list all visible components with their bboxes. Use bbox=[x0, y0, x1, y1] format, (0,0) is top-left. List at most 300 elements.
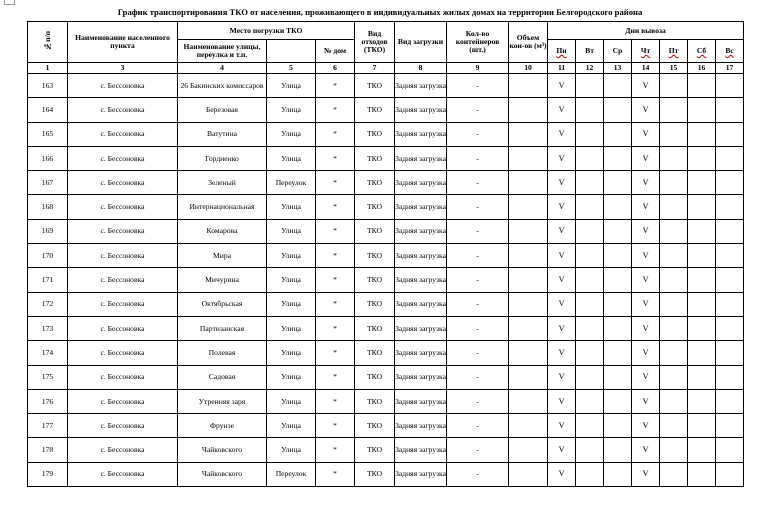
row-volume bbox=[509, 171, 548, 195]
row-day-mark bbox=[576, 341, 604, 365]
table-row bbox=[28, 268, 744, 292]
row-day-mark: V bbox=[632, 146, 660, 170]
row-day-mark bbox=[660, 171, 688, 195]
row-settlement: с. Бессоновка bbox=[68, 122, 178, 146]
row-house: * bbox=[316, 146, 355, 170]
row-day-mark bbox=[604, 341, 632, 365]
row-waste-type: ТКО bbox=[355, 146, 395, 170]
row-street: Березовая bbox=[178, 98, 267, 122]
row-day-mark bbox=[716, 341, 744, 365]
row-volume bbox=[509, 74, 548, 98]
row-house: * bbox=[316, 341, 355, 365]
column-number: 16 bbox=[688, 63, 716, 74]
page-corner-mark bbox=[4, 0, 15, 5]
row-container-count: - bbox=[447, 316, 509, 340]
row-day-mark: V bbox=[632, 365, 660, 389]
row-day-mark: V bbox=[548, 171, 576, 195]
row-street-kind: Улица bbox=[267, 146, 316, 170]
row-waste-type: ТКО bbox=[355, 171, 395, 195]
row-day-mark: V bbox=[632, 219, 660, 243]
row-day-mark: V bbox=[548, 195, 576, 219]
row-house: * bbox=[316, 414, 355, 438]
row-day-mark: V bbox=[548, 219, 576, 243]
row-house: * bbox=[316, 74, 355, 98]
row-day-mark bbox=[688, 414, 716, 438]
row-day-mark bbox=[604, 74, 632, 98]
row-number: 174 bbox=[28, 341, 68, 365]
row-container-count: - bbox=[447, 389, 509, 413]
row-load-type: Задняя загрузка bbox=[395, 292, 447, 316]
row-day-mark bbox=[688, 195, 716, 219]
row-day-mark bbox=[688, 98, 716, 122]
row-house: * bbox=[316, 195, 355, 219]
header-day: Чт bbox=[632, 40, 660, 63]
row-container-count: - bbox=[447, 146, 509, 170]
row-day-mark: V bbox=[548, 438, 576, 462]
row-waste-type: ТКО bbox=[355, 414, 395, 438]
row-number: 166 bbox=[28, 146, 68, 170]
row-day-mark bbox=[660, 195, 688, 219]
row-number: 172 bbox=[28, 292, 68, 316]
row-day-mark bbox=[716, 146, 744, 170]
row-day-mark bbox=[576, 292, 604, 316]
row-waste-type: ТКО bbox=[355, 365, 395, 389]
table-row bbox=[28, 122, 744, 146]
row-load-type: Задняя загрузка bbox=[395, 389, 447, 413]
row-street: Мичурина bbox=[178, 268, 267, 292]
row-container-count: - bbox=[447, 414, 509, 438]
row-day-mark bbox=[688, 219, 716, 243]
row-house: * bbox=[316, 389, 355, 413]
row-load-type: Задняя загрузка bbox=[395, 462, 447, 486]
row-day-mark bbox=[688, 268, 716, 292]
row-waste-type: ТКО bbox=[355, 74, 395, 98]
column-number: 9 bbox=[447, 63, 509, 74]
row-street-kind: Переулок bbox=[267, 171, 316, 195]
row-street: Чайковского bbox=[178, 438, 267, 462]
row-waste-type: ТКО bbox=[355, 438, 395, 462]
header-containers: Кол-во контейнеров (шт.) bbox=[447, 22, 509, 63]
row-day-mark bbox=[604, 244, 632, 268]
row-volume bbox=[509, 389, 548, 413]
row-street-kind: Улица bbox=[267, 365, 316, 389]
row-waste-type: ТКО bbox=[355, 462, 395, 486]
row-day-mark bbox=[604, 146, 632, 170]
row-number: 168 bbox=[28, 195, 68, 219]
row-day-mark bbox=[716, 244, 744, 268]
row-volume bbox=[509, 462, 548, 486]
row-street-kind: Улица bbox=[267, 292, 316, 316]
row-number: 164 bbox=[28, 98, 68, 122]
row-street: Мира bbox=[178, 244, 267, 268]
table-body bbox=[28, 74, 744, 487]
row-house: * bbox=[316, 122, 355, 146]
row-day-mark bbox=[716, 462, 744, 486]
row-day-mark bbox=[604, 414, 632, 438]
row-day-mark bbox=[660, 462, 688, 486]
row-settlement: с. Бессоновка bbox=[68, 414, 178, 438]
row-load-type: Задняя загрузка bbox=[395, 268, 447, 292]
row-street-kind: Улица bbox=[267, 389, 316, 413]
row-house: * bbox=[316, 268, 355, 292]
header-waste-type: Вид отходов (ТКО) bbox=[355, 22, 395, 63]
row-day-mark bbox=[576, 462, 604, 486]
row-day-mark: V bbox=[632, 389, 660, 413]
row-street-kind: Улица bbox=[267, 195, 316, 219]
row-day-mark: V bbox=[632, 268, 660, 292]
column-number: 13 bbox=[604, 63, 632, 74]
row-settlement: с. Бессоновка bbox=[68, 462, 178, 486]
row-day-mark bbox=[716, 438, 744, 462]
row-load-type: Задняя загрузка bbox=[395, 195, 447, 219]
row-waste-type: ТКО bbox=[355, 219, 395, 243]
row-number: 167 bbox=[28, 171, 68, 195]
row-day-mark bbox=[660, 244, 688, 268]
row-day-mark: V bbox=[548, 98, 576, 122]
row-street: Зеленый bbox=[178, 171, 267, 195]
header-location-group: Место погрузки ТКО bbox=[178, 22, 355, 40]
header-day: Сб bbox=[688, 40, 716, 63]
column-number: 17 bbox=[716, 63, 744, 74]
row-house: * bbox=[316, 98, 355, 122]
row-day-mark bbox=[660, 146, 688, 170]
row-day-mark bbox=[688, 462, 716, 486]
header-row-1 bbox=[28, 22, 744, 40]
row-waste-type: ТКО bbox=[355, 316, 395, 340]
row-day-mark: V bbox=[632, 171, 660, 195]
column-number: 15 bbox=[660, 63, 688, 74]
header-day: Ср bbox=[604, 40, 632, 63]
row-day-mark: V bbox=[632, 195, 660, 219]
row-house: * bbox=[316, 462, 355, 486]
row-day-mark bbox=[716, 122, 744, 146]
row-volume bbox=[509, 146, 548, 170]
row-load-type: Задняя загрузка bbox=[395, 219, 447, 243]
row-street: Гордиенко bbox=[178, 146, 267, 170]
row-load-type: Задняя загрузка bbox=[395, 146, 447, 170]
row-waste-type: ТКО bbox=[355, 389, 395, 413]
row-street: Партизанская bbox=[178, 316, 267, 340]
row-day-mark bbox=[576, 438, 604, 462]
row-number: 177 bbox=[28, 414, 68, 438]
row-day-mark bbox=[604, 438, 632, 462]
row-day-mark: V bbox=[632, 98, 660, 122]
row-day-mark bbox=[604, 268, 632, 292]
row-day-mark: V bbox=[548, 244, 576, 268]
column-number: 1 bbox=[28, 63, 68, 74]
row-day-mark bbox=[660, 438, 688, 462]
row-container-count: - bbox=[447, 219, 509, 243]
row-day-mark: V bbox=[548, 74, 576, 98]
row-day-mark: V bbox=[548, 389, 576, 413]
row-day-mark bbox=[604, 122, 632, 146]
row-container-count: - bbox=[447, 365, 509, 389]
header-street-name: Наименование улицы, переулка и т.п. bbox=[178, 40, 267, 63]
row-day-mark bbox=[660, 98, 688, 122]
row-day-mark bbox=[576, 414, 604, 438]
row-day-mark bbox=[716, 316, 744, 340]
row-day-mark: V bbox=[632, 341, 660, 365]
row-volume bbox=[509, 316, 548, 340]
row-number: 169 bbox=[28, 219, 68, 243]
row-street-kind: Улица bbox=[267, 74, 316, 98]
row-day-mark bbox=[604, 292, 632, 316]
row-day-mark bbox=[716, 292, 744, 316]
row-day-mark bbox=[604, 316, 632, 340]
row-street: Интернациональная bbox=[178, 195, 267, 219]
row-waste-type: ТКО bbox=[355, 98, 395, 122]
row-day-mark bbox=[576, 74, 604, 98]
column-number: 6 bbox=[316, 63, 355, 74]
row-day-mark bbox=[576, 195, 604, 219]
row-day-mark bbox=[576, 389, 604, 413]
row-house: * bbox=[316, 365, 355, 389]
row-street-kind: Улица bbox=[267, 414, 316, 438]
row-day-mark: V bbox=[632, 438, 660, 462]
row-day-mark bbox=[660, 389, 688, 413]
row-day-mark: V bbox=[632, 316, 660, 340]
row-volume bbox=[509, 268, 548, 292]
row-load-type: Задняя загрузка bbox=[395, 438, 447, 462]
row-street: Садовая bbox=[178, 365, 267, 389]
row-number: 173 bbox=[28, 316, 68, 340]
row-day-mark bbox=[660, 414, 688, 438]
row-number: 176 bbox=[28, 389, 68, 413]
row-volume bbox=[509, 365, 548, 389]
row-day-mark bbox=[660, 316, 688, 340]
row-day-mark bbox=[660, 268, 688, 292]
row-volume bbox=[509, 292, 548, 316]
row-waste-type: ТКО bbox=[355, 244, 395, 268]
row-container-count: - bbox=[447, 268, 509, 292]
row-day-mark bbox=[688, 74, 716, 98]
row-settlement: с. Бессоновка bbox=[68, 219, 178, 243]
row-day-mark bbox=[688, 292, 716, 316]
header-day: Вс bbox=[716, 40, 744, 63]
row-load-type: Задняя загрузка bbox=[395, 365, 447, 389]
table-row bbox=[28, 146, 744, 170]
row-container-count: - bbox=[447, 195, 509, 219]
row-settlement: с. Бессоновка bbox=[68, 268, 178, 292]
row-day-mark bbox=[576, 219, 604, 243]
row-day-mark bbox=[660, 122, 688, 146]
row-day-mark: V bbox=[548, 414, 576, 438]
row-street: Утренняя заря bbox=[178, 389, 267, 413]
row-day-mark: V bbox=[548, 341, 576, 365]
row-house: * bbox=[316, 244, 355, 268]
row-day-mark bbox=[576, 171, 604, 195]
row-day-mark bbox=[604, 462, 632, 486]
table-row bbox=[28, 98, 744, 122]
table-row bbox=[28, 414, 744, 438]
row-container-count: - bbox=[447, 98, 509, 122]
row-day-mark bbox=[604, 195, 632, 219]
row-street-kind: Улица bbox=[267, 122, 316, 146]
row-load-type: Задняя загрузка bbox=[395, 244, 447, 268]
row-street-kind: Переулок bbox=[267, 462, 316, 486]
row-day-mark bbox=[716, 74, 744, 98]
table-row bbox=[28, 244, 744, 268]
row-day-mark bbox=[688, 244, 716, 268]
table-row bbox=[28, 341, 744, 365]
row-street-kind: Улица bbox=[267, 268, 316, 292]
row-day-mark bbox=[688, 146, 716, 170]
row-street-kind: Улица bbox=[267, 341, 316, 365]
document-title: График транспортирования ТКО от населения, проживающего в индивидуальных жилых домах на территории Белгородского района bbox=[117, 7, 643, 17]
row-day-mark bbox=[716, 414, 744, 438]
row-day-mark bbox=[576, 244, 604, 268]
schedule-table bbox=[27, 21, 744, 487]
row-day-mark bbox=[716, 389, 744, 413]
row-container-count: - bbox=[447, 462, 509, 486]
row-day-mark bbox=[576, 98, 604, 122]
row-number: 178 bbox=[28, 438, 68, 462]
row-day-mark: V bbox=[548, 122, 576, 146]
row-day-mark bbox=[604, 389, 632, 413]
row-day-mark: V bbox=[548, 316, 576, 340]
row-waste-type: ТКО bbox=[355, 292, 395, 316]
row-day-mark bbox=[688, 341, 716, 365]
table-row bbox=[28, 389, 744, 413]
row-day-mark: V bbox=[632, 74, 660, 98]
row-number: 163 bbox=[28, 74, 68, 98]
header-settlement: Наименование населенного пункта bbox=[68, 22, 178, 63]
column-number: 10 bbox=[509, 63, 548, 74]
header-house-no: № дом bbox=[316, 40, 355, 63]
row-waste-type: ТКО bbox=[355, 195, 395, 219]
header-volume: Объем кон-ов (м³) bbox=[509, 22, 548, 63]
row-day-mark: V bbox=[548, 292, 576, 316]
row-volume bbox=[509, 219, 548, 243]
row-number: 179 bbox=[28, 462, 68, 486]
table-row bbox=[28, 316, 744, 340]
row-container-count: - bbox=[447, 122, 509, 146]
row-day-mark bbox=[604, 219, 632, 243]
row-day-mark bbox=[716, 219, 744, 243]
row-settlement: с. Бессоновка bbox=[68, 244, 178, 268]
row-day-mark bbox=[688, 365, 716, 389]
row-load-type: Задняя загрузка bbox=[395, 316, 447, 340]
row-day-mark: V bbox=[632, 462, 660, 486]
row-settlement: с. Бессоновка bbox=[68, 316, 178, 340]
row-street: Комарова bbox=[178, 219, 267, 243]
row-day-mark bbox=[716, 171, 744, 195]
row-day-mark bbox=[688, 316, 716, 340]
row-day-mark bbox=[576, 365, 604, 389]
row-volume bbox=[509, 98, 548, 122]
column-number: 7 bbox=[355, 63, 395, 74]
row-day-mark bbox=[716, 365, 744, 389]
row-street: Полевая bbox=[178, 341, 267, 365]
row-settlement: с. Бессоновка bbox=[68, 365, 178, 389]
row-volume bbox=[509, 438, 548, 462]
header-day: Пт bbox=[660, 40, 688, 63]
row-day-mark bbox=[716, 98, 744, 122]
row-day-mark bbox=[660, 341, 688, 365]
row-day-mark bbox=[576, 268, 604, 292]
row-day-mark bbox=[604, 171, 632, 195]
row-day-mark bbox=[576, 122, 604, 146]
row-settlement: с. Бессоновка bbox=[68, 171, 178, 195]
row-volume bbox=[509, 122, 548, 146]
table-row bbox=[28, 438, 744, 462]
row-container-count: - bbox=[447, 244, 509, 268]
row-street: Фрунзе bbox=[178, 414, 267, 438]
row-street-kind: Улица bbox=[267, 98, 316, 122]
row-day-mark bbox=[576, 146, 604, 170]
table-row bbox=[28, 219, 744, 243]
row-container-count: - bbox=[447, 438, 509, 462]
row-day-mark bbox=[660, 219, 688, 243]
row-day-mark: V bbox=[632, 122, 660, 146]
row-number: 171 bbox=[28, 268, 68, 292]
row-waste-type: ТКО bbox=[355, 341, 395, 365]
row-day-mark: V bbox=[548, 365, 576, 389]
header-num: №п/п bbox=[28, 22, 68, 63]
column-numbers-row bbox=[28, 63, 744, 74]
row-day-mark: V bbox=[548, 462, 576, 486]
table-row bbox=[28, 365, 744, 389]
row-day-mark bbox=[716, 195, 744, 219]
column-number: 11 bbox=[548, 63, 576, 74]
row-street: 26 Бакинских комиссаров bbox=[178, 74, 267, 98]
row-load-type: Задняя загрузка bbox=[395, 98, 447, 122]
row-volume bbox=[509, 244, 548, 268]
row-day-mark: V bbox=[632, 414, 660, 438]
row-day-mark bbox=[688, 171, 716, 195]
row-settlement: с. Бессоновка bbox=[68, 195, 178, 219]
table-row bbox=[28, 171, 744, 195]
row-house: * bbox=[316, 438, 355, 462]
row-settlement: с. Бессоновка bbox=[68, 292, 178, 316]
row-street-kind: Улица bbox=[267, 244, 316, 268]
row-settlement: с. Бессоновка bbox=[68, 146, 178, 170]
row-volume bbox=[509, 341, 548, 365]
row-street: Чайковского bbox=[178, 462, 267, 486]
row-volume bbox=[509, 195, 548, 219]
row-street-kind: Улица bbox=[267, 438, 316, 462]
row-day-mark bbox=[604, 98, 632, 122]
row-settlement: с. Бессоновка bbox=[68, 341, 178, 365]
row-number: 175 bbox=[28, 365, 68, 389]
row-day-mark: V bbox=[632, 244, 660, 268]
row-container-count: - bbox=[447, 74, 509, 98]
row-house: * bbox=[316, 219, 355, 243]
row-street: Октябрьская bbox=[178, 292, 267, 316]
row-volume bbox=[509, 414, 548, 438]
row-load-type: Задняя загрузка bbox=[395, 341, 447, 365]
row-day-mark bbox=[716, 268, 744, 292]
row-day-mark bbox=[660, 74, 688, 98]
column-number: 8 bbox=[395, 63, 447, 74]
header-day: Пн bbox=[548, 40, 576, 63]
row-settlement: с. Бессоновка bbox=[68, 438, 178, 462]
header-day: Вт bbox=[576, 40, 604, 63]
column-number: 4 bbox=[178, 63, 267, 74]
header-days-group: Дни вывоза bbox=[548, 22, 744, 40]
table-row bbox=[28, 74, 744, 98]
column-number: 14 bbox=[632, 63, 660, 74]
row-settlement: с. Бессоновка bbox=[68, 74, 178, 98]
row-day-mark bbox=[660, 365, 688, 389]
row-house: * bbox=[316, 171, 355, 195]
header-load-type: Вид загрузки bbox=[395, 22, 447, 63]
row-waste-type: ТКО bbox=[355, 268, 395, 292]
column-number: 12 bbox=[576, 63, 604, 74]
row-day-mark bbox=[688, 389, 716, 413]
row-number: 170 bbox=[28, 244, 68, 268]
row-house: * bbox=[316, 316, 355, 340]
